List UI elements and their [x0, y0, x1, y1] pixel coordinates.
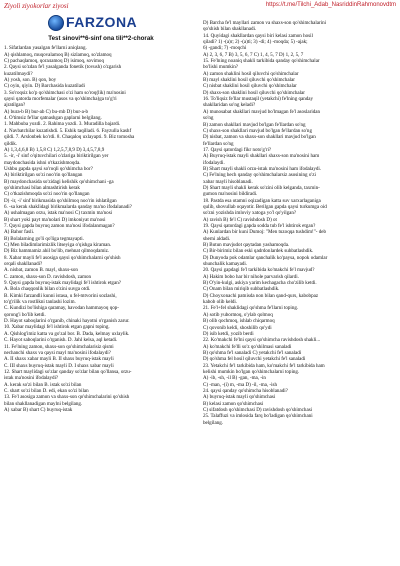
text-line: D) Dunyoda pok odamlar qanchalik ko'paysa, nopok odamlar	[203, 254, 328, 261]
text-line: C) Fe'lning hech qanday qo'shimchalarsiz asosining o'zi	[203, 172, 316, 179]
text-line: kuzatilmaydi?	[4, 70, 33, 77]
text-line: 19. Qaysi qatordagi gapda sodda tub fe'l ishtirok etgan?	[203, 223, 316, 229]
text-line: 8. Xabar mayli fe'l asosiga qaysi qo'shimchalarni qo'shish	[4, 254, 121, 261]
text-line: B) zamon shakllari mavjud bo'lgan fe'llardan so'ng	[203, 121, 306, 128]
text-line: istak ma'nosini ifodalaydi?	[4, 375, 59, 382]
text-line: 12. Shart maylidagi so'zlar qanday so'zlar bilan qo'llansa, orzu-	[4, 368, 132, 375]
text-line: A) sotib yubormoq, o'ylab qolmoq	[203, 311, 273, 318]
text-line: C) pachaqlamoq, qorалamoq D) isimoq, sovimoq	[4, 58, 104, 65]
text-line: C. shart so'zi bilan D. edi, ekan so'zi bilan	[4, 387, 89, 394]
text-line: A) biriktirilgan so'zi noo'rin qo'llangan	[4, 172, 83, 179]
globe-icon	[48, 15, 64, 31]
text-line: 25. Talaffuzi va imlosida farq bo'ladigan qo'shimchani	[203, 413, 313, 420]
text-line: C. Kundizi bo'lishiga qaramay, havodan hammayoq qop-	[4, 305, 119, 312]
right-column	[203, 20, 397, 426]
text-line: 9. Qaysi gapda buyruq-istak maylidagi fe'l ishtirok etgan?	[4, 280, 121, 287]
text-line: A) Buyruq-istak mayli shakllari shaxs-son ma'nosini ham	[203, 153, 320, 160]
text-line: so'ng	[203, 115, 214, 122]
text-line: 6) -gandi; 7) -moqchi	[203, 45, 247, 52]
text-line: D) Shart mayli shakli kerak so'zini olib kelganda, taxmin-	[203, 184, 320, 191]
text-line: 7. Qaysi gapda buyruq zamon ma'nosi ifodalanmagan?	[4, 222, 115, 229]
text-line: C) shaxs-son shakllari mavjud bo'lgan fe'llardan so'ng	[203, 127, 312, 134]
text-line: orqali shakllanadi?	[4, 261, 43, 268]
text-line: qiladi? 1) -(a)r; 2) -(a)ti; 3) -di; 4) -moqda; 5) -ajak;	[203, 39, 308, 46]
text-line: B) qo'shma fe'l sanaladi C) yetakchi fe'l sanaladi	[203, 349, 302, 356]
text-line: D) Choyxonachi patnisda non bilan qand-qurs, kabobpaz	[203, 292, 319, 299]
text-line: C. zamon, shaxs-son D. ravishdosh, zamon	[4, 273, 92, 280]
header-link[interactable]: https://t.me/Tilchi_Adab_NasriddinRahmonovdtm	[265, 2, 396, 8]
text-line: 1. Sifatlardan yasalgan fe'llarni aniqlang.	[4, 45, 87, 52]
text-line: D) Biz hammamiz ahil bo'lib, mehnat qilmoqdamiz.	[4, 248, 110, 255]
text-line: 24. qaysi qanday qo'shimcha hisoblanadi?	[203, 387, 288, 394]
text-line: C) oyin, qiyin. D) Barchasida kuzatiladi	[4, 83, 85, 90]
text-line: kabob olib keldi.	[203, 299, 238, 306]
text-line: belgilang.	[203, 419, 224, 426]
text-line: sherni aldadi.	[203, 235, 231, 242]
text-line: A) zamon shaklini hosil qiluvchi qo'shimchalar	[203, 70, 299, 77]
text-line: B. Kimki farzandli kunni istasa, u fel-mtvorini sozlashi,	[4, 292, 117, 299]
text-line: D) -ir, -i' sinf birikmasida qo'shilmoq noo'rin ishlatilgan	[4, 197, 117, 204]
text-line: qildik.	[4, 140, 18, 147]
text-line: D) shaxs-son shaklini hosil qiluvchi qo'shimchalar	[203, 89, 305, 96]
text-line: 3. So'roqsiz ko'p qo'shimchasi o'zi ham so'roq(lik) ma'nosini	[4, 89, 126, 96]
text-line: 22. Ko'makchi fe'lni qaysi qo'shimcha ravishdosh shakli...	[203, 337, 321, 344]
text-line: qulib, shovullab oqayotir. Berilgan gapda qaysi turkumga oid	[203, 203, 327, 210]
text-line: D) qo'shma fel hosil qiluvchi yetakchi fe'l sanaladi	[203, 356, 306, 363]
text-line: ajratilgan?	[4, 102, 26, 109]
text-line: C) -man, -(i) m, -ma D) -il, -ma, -ish	[203, 381, 278, 388]
text-line: qo'shish bilan shakllanadi.	[203, 26, 257, 33]
text-line: B) shart yoki payt ma'nolari D) imkoniyat ma'nosi	[4, 216, 106, 223]
right-question-list	[203, 20, 397, 426]
text-line: B) mayl shaklini hosil qiluvchi qo'shimchalar	[203, 77, 295, 84]
text-line: ifodalaydi.	[203, 159, 225, 166]
text-line: B) Shart mayli shakli orzu-istak ma'nosini ham ifodalaydi.	[203, 165, 322, 172]
text-line: 14. Quyidagi shakllardan qaysi biri kelasi zamon hosil	[203, 32, 313, 39]
text-line: C) sifatdosh qo'shimchasi D) ravishdosh qo'shimchasi	[203, 406, 313, 413]
text-line: B) maydonchasida so'zidagi kelishik qo'shimchani -ga	[4, 178, 114, 185]
text-line: A) ravish B) fe'l C) ravishdosh D) ot	[203, 216, 277, 223]
text-line: qildi. 7. Arslonbek ko'rdi. 8. Chaqaloq uxlayapti. 9. Biz tomosha	[4, 134, 135, 141]
text-line: 15. Fe'lning noaniq shakli tarkibida qanday qo'shimchalar	[203, 58, 320, 65]
text-line: 11. Fe'lning zamon, shaxs-son qo'shimchalarisiz qismi	[4, 343, 114, 350]
text-line: A) Bahor fasli.	[4, 229, 35, 236]
text-line: 4. O'timsiz fe'llar qatnashgan gaplarni belgilang.	[4, 115, 102, 122]
text-line: D) Barcha fe'l mayllari zamon va shaxs-son qo'shimchalarini	[203, 20, 327, 26]
page-header	[4, 2, 396, 14]
text-line: A) 2, 3, 6, 7 B) 3, 5, 6, 7 C) 1, 4, 5, 7 D) 1, 2, 5, 7	[203, 51, 304, 58]
text-line: D) isib ketdi, yozib berdi	[203, 330, 254, 337]
text-line: C. III shaxs buyruq-istak mayli D. I shaxs xabar mayli	[4, 362, 114, 369]
text-line: C) qovonib keldi, shoshilib qo'ydi	[203, 324, 272, 331]
text-line: maydonchasida ishni o'tkazishmoqda.	[4, 159, 81, 166]
test-title: Test sinovi**6-sinf ona tili**2-chorak	[48, 35, 154, 42]
text-line: A) ushalmagan orzu, istak ma'nosi C) taxmin ma'nosi	[4, 210, 113, 217]
text-line: bo'lishi mumkin?	[203, 64, 238, 71]
text-line: B) Bolalarning go'li qo'liga tegmayapti.	[4, 235, 84, 242]
text-line: 2. Qaysi so'zdan fe'l yasalganda fonetik (tovush) o'zgarish	[4, 64, 122, 71]
text-line: A. II shaxs xabar mayli B. II shaxs buyruq-istak mayli	[4, 356, 114, 363]
text-line: A) qishlamoq, muqovalamoq B) sizlamoq, so'zlamoq	[4, 51, 112, 58]
text-line: qo'shimchasi bilan almashtirish kerak	[4, 184, 80, 191]
text-line: C) Onam bilan miriqib suhbatlashdik.	[203, 286, 280, 293]
text-line: A) xabar B) shart C) buyruq-istak	[4, 406, 73, 413]
text-line: bilan shakllanadigan maylni belgilang.	[4, 400, 83, 407]
text-line: 17. Qaysi qatordagi fikr noto'g'ri?	[203, 146, 272, 153]
text-line: A) bura-b B) bur-ab C) bu-rnb D) bur-a-b	[4, 108, 89, 115]
text-line: B) olib qochmoq, ishlab chiqarmoq	[203, 318, 275, 325]
text-line: C) nisbat shaklini hosil qiluvchi qo'shimchalar	[203, 83, 297, 90]
text-line: A. kerak so'zi bilan B. istak so'zi bilan	[4, 381, 82, 388]
farzona-logo	[48, 14, 138, 34]
text-line: gumon ma'nosini bildiradi.	[203, 191, 258, 198]
text-line: A. nisbat, zamon B. mayl, shaxs-son	[4, 267, 78, 274]
text-line: qorong'i bo'lib ketdi.	[4, 311, 46, 318]
text-line: A) munosabat shakllari mavjud bo'lmagan fe'l asoslaridan	[203, 108, 321, 115]
text-line: A) 1,3,4,6,8 B) 1,5,8 C) 1,2,5,7,8,9 D) 3,4,5,7,8,9	[4, 146, 105, 153]
left-question-list	[4, 45, 198, 413]
text-line: shakllaridan so'ng keladi?	[203, 102, 256, 109]
text-line: C. Hayot saboqlarini o'rganish. D. Jahl kelsa, aql ketadi.	[4, 337, 118, 344]
text-line: 5. -ir, -i' sinf o'qituvchilari o'zlariga biriktirilgan yer	[4, 153, 109, 160]
text-line: A. Qishlog'imiz katta va go'zal bor. B. Dada, kelmay uxlaylik.	[4, 330, 130, 337]
text-line: C) Bir-birimiz bilan eski qadrdonlardek suhbatlashdik.	[203, 248, 314, 255]
text-line: 6. -sa kerak shaklidagi birikmalarda qanday ma'no ifodalanadi?	[4, 203, 132, 210]
text-line: shunchalik kamayadi.	[203, 261, 248, 268]
text-line: A) yosh, son. B) qon, boy	[4, 77, 57, 84]
text-line: kelishi mumkin bo'lgan qo'shimchalarni toping.	[203, 368, 300, 375]
text-line: D. Hayot saboqlarini o'rganib, chinaki hayotni o'rganish zarur.	[4, 318, 130, 325]
text-line: 16. To'liqsiz fe'llar mustaqil (yetakchi) fe'lning qanday	[203, 96, 314, 103]
text-line: 18. Pastda esa otamni oqizadigan katta suv xarxarlaganiga	[203, 197, 321, 204]
text-line: C) o'tkazishmoqda so'zi noo'rin qo'llangan	[4, 191, 90, 198]
text-line: A) ko'makchi fe'lli so'z qo'shilmasi sanaladi	[203, 343, 292, 350]
header-left-text: Ziyoli ziyokorlar ziyosi	[4, 2, 69, 10]
logo-text: FARZONA	[66, 14, 138, 30]
text-line: qaysi qatorda morfemalar (asos va qo'shimcha)ga to'g'ri	[4, 96, 117, 103]
text-line: B) O'yin-kulgi, askiya yarim kechagacha cho'zilib ketdi.	[203, 280, 317, 287]
text-line: fe'llardan so'ng	[203, 140, 234, 147]
text-line: xabar mayli hisoblanadi.	[203, 178, 253, 185]
text-line: so'zni yozishda imloviy xatoga yo'l qo'yilgan?	[203, 210, 297, 217]
text-line: 23. Yetakchi fe'l tarkibida ham, ko'makchi fe'l tarkibida ham	[203, 362, 325, 369]
text-line: to'g'rilik va rostlikni tanlashi lozim.	[4, 299, 76, 306]
text-line: A) Hakim bobo har bir nihole parvarish qilardi.	[203, 273, 299, 280]
left-column	[4, 34, 198, 413]
text-line: nechanchi shaxs va qaysi mayl ma'nosini ifodalaydi?	[4, 349, 111, 356]
text-line: 20. Qaysi gapdagi fe'l tarkibida ko'makchi fe'l mavjud?	[203, 267, 315, 274]
text-line: A) -ib, -sh, -il B) -gan, -ma, -in	[203, 375, 266, 382]
text-line: 4. Navbatchilar kuzatishdi. 5. Eshik taqilladi. 6. Fayzulla kashf	[4, 127, 132, 134]
text-line: 1. Mahbuba yozdi. 2. Rahima yozdi. 3. Muradilla bajardi.	[4, 121, 121, 128]
text-line: A. Bola chaqqonlik bilan o'zini suvga otdi.	[4, 286, 91, 293]
text-line: 13. Fe'l asosiga zamon va shaxs-son qo'shimchalarini qo'shish	[4, 394, 130, 401]
text-line: B) kelasi zamon qo'shimchasi	[203, 400, 264, 407]
text-line: Ushbu gapda qaysi so'roqli qo'shimcha bor?	[4, 165, 93, 172]
text-line: A) Kunlardan bir kuni Dumoj: "Men tuzoqqa tushdim!"- deb	[203, 229, 326, 236]
text-line: C) Men biladimlarimizlik litseyiga o'qishga kiraman.	[4, 242, 112, 248]
text-line: 21. Fe'l+fel shaklidagi qo'shma fe'llarni toping.	[203, 305, 299, 312]
text-line: D) nisbat, zamon va shaxs-son shakllari mavjud bo'lgan	[203, 134, 316, 141]
text-line: B) Butun mavjudot qaytadan yashamoqda.	[203, 242, 290, 249]
text-line: 10. Xabar maylidagi fe'l ishtirok etgan gapni toping.	[4, 324, 110, 331]
text-line: A) buyruq-istak mayli qo'shimchasi	[203, 394, 276, 401]
